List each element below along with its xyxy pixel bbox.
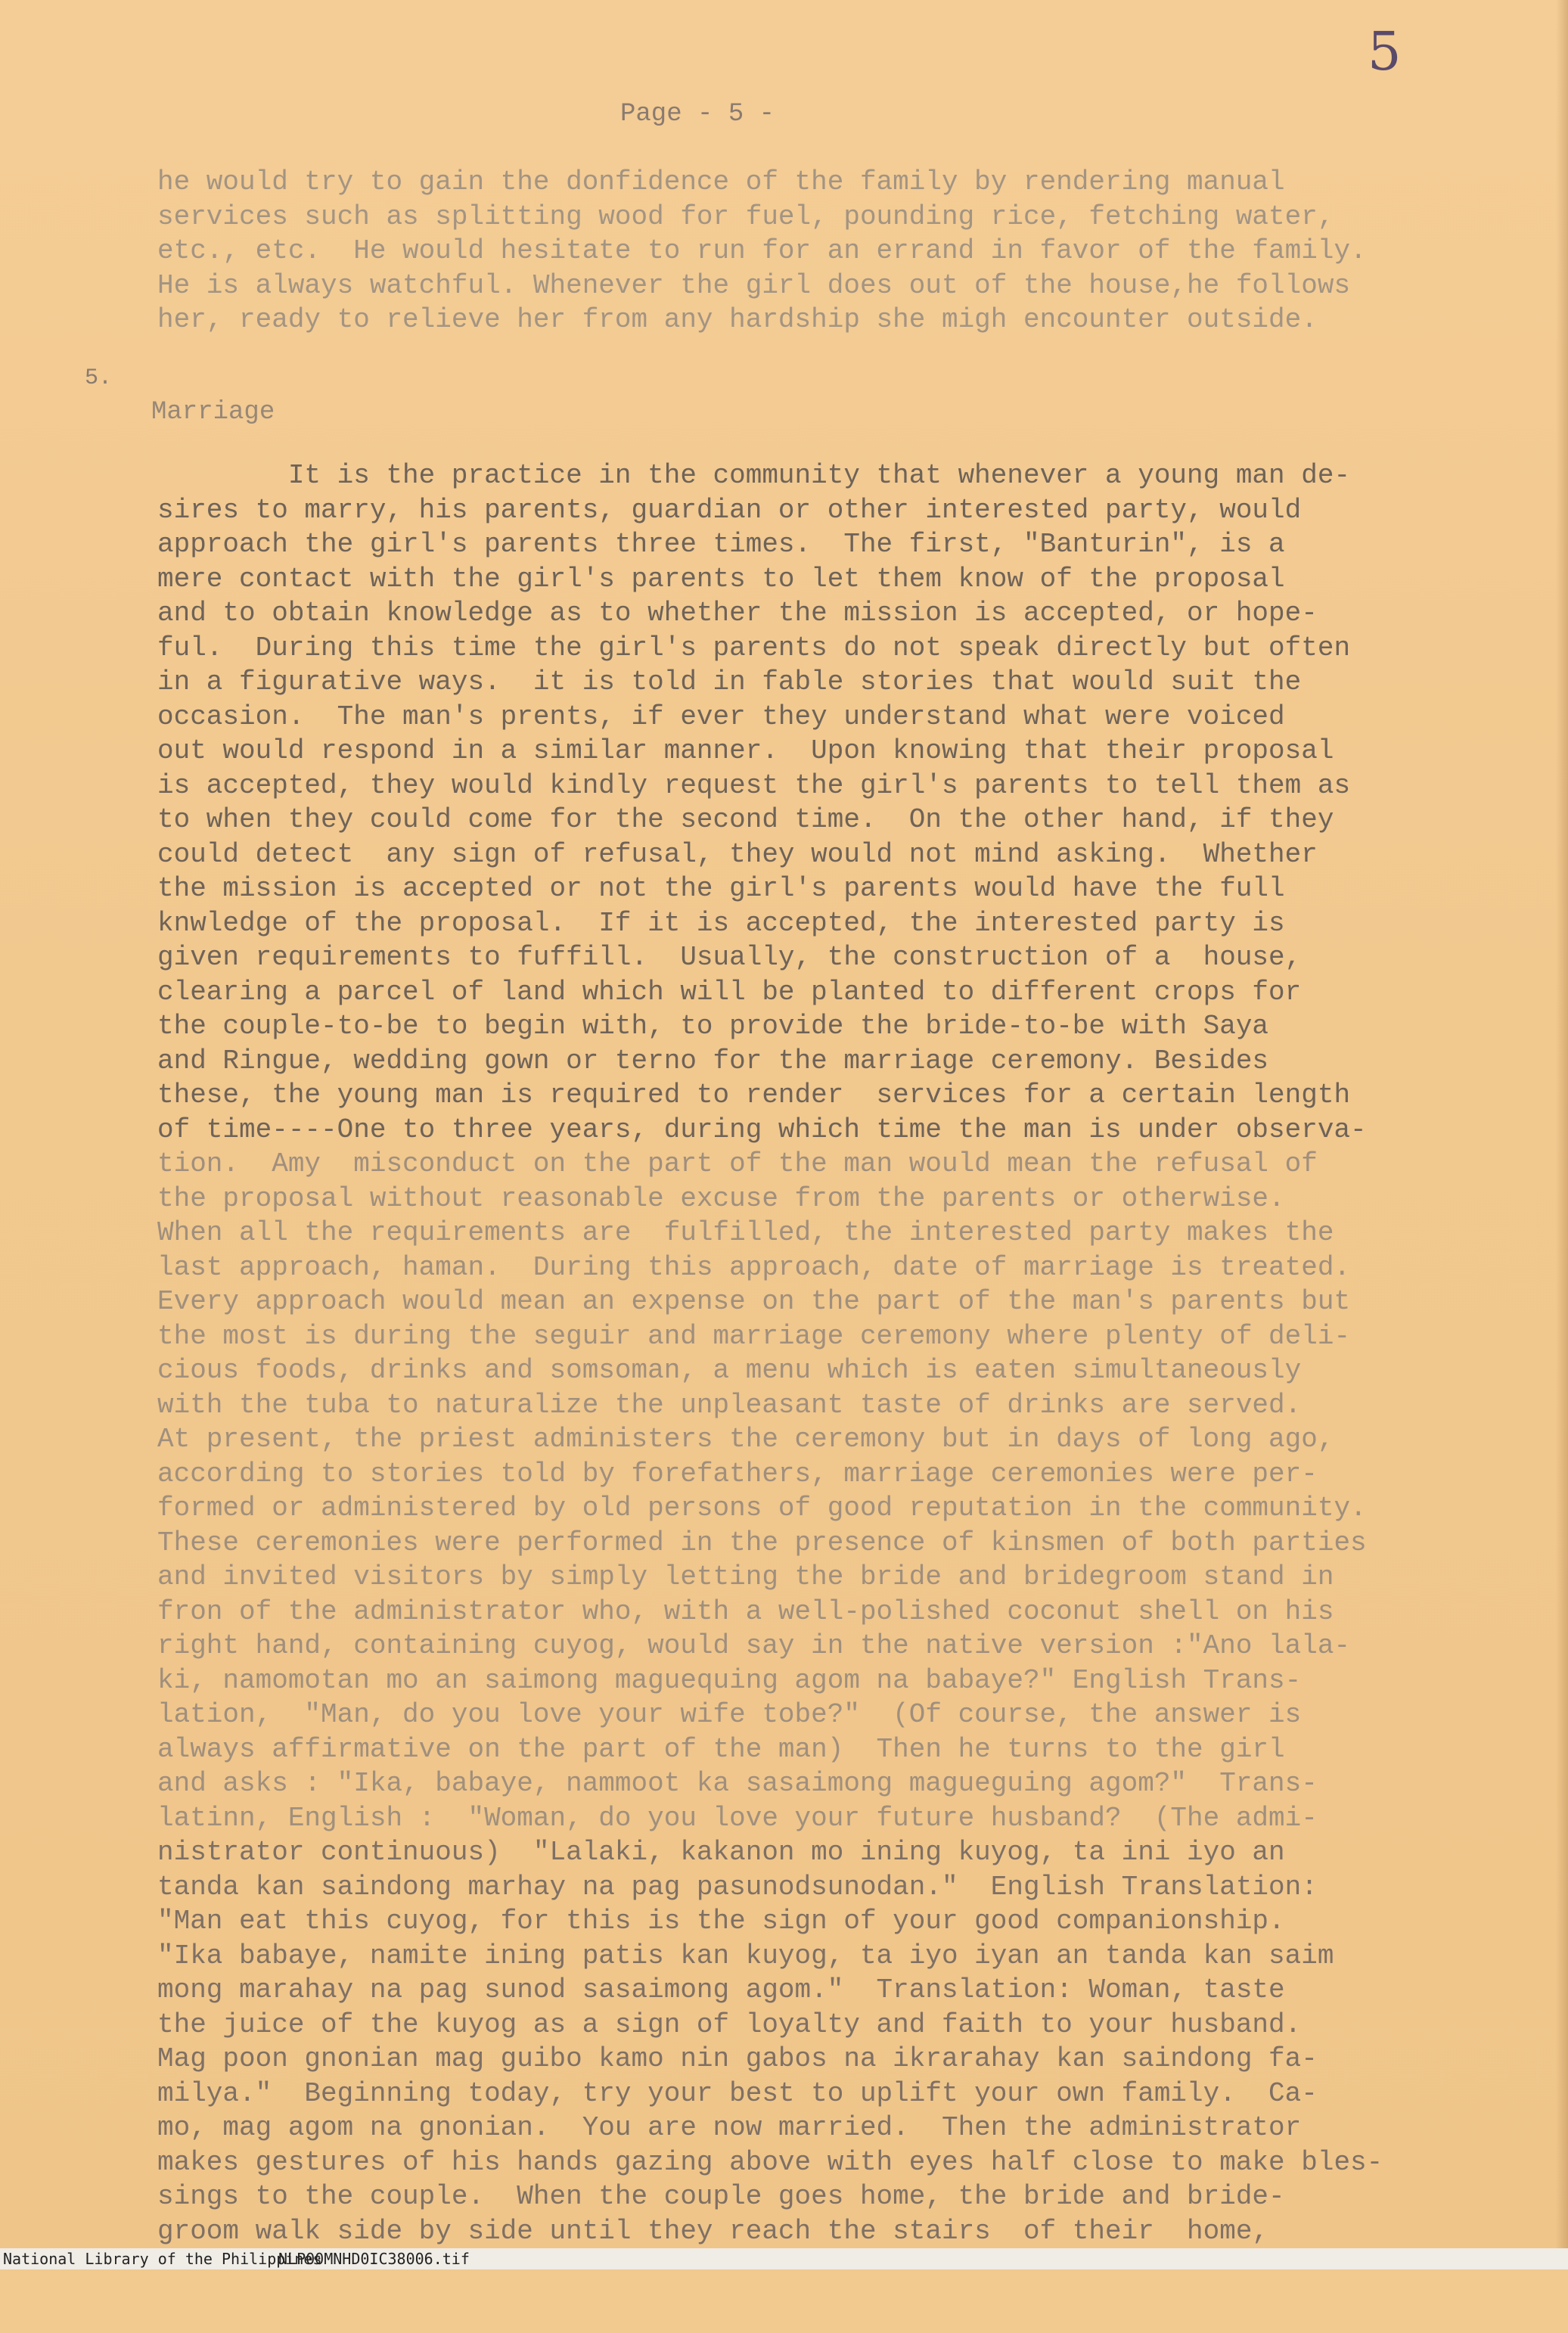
text-line: mo, mag agom na gnonian. You are now married. Then the administrator	[157, 2112, 1302, 2143]
text-line: It is the practice in the community that whenever a young man de-	[157, 460, 1351, 491]
text-line: Every approach would mean an expense on the part of the man's parents but	[157, 1286, 1351, 1317]
text-line: formed or administered by old persons of good reputation in the community.	[157, 1493, 1367, 1524]
footer-file-name: NLP00MNHD0IC38006.tif	[278, 2250, 470, 2268]
text-line: mere contact with the girl's parents to let them know of the proposal	[157, 563, 1285, 595]
text-line: "Man eat this cuyog, for this is the sign of your good companionship.	[157, 1906, 1285, 1937]
text-line: "Ika babaye, namite ining patis kan kuyog, ta iyo iyan an tanda kan saim	[157, 1940, 1334, 1971]
text-line: clearing a parcel of land which will be planted to different crops for	[157, 976, 1302, 1008]
text-line: At present, the priest administers the ceremony but in days of long ago,	[157, 1424, 1334, 1455]
page-header: Page - 5 -	[620, 100, 775, 129]
text-line: etc., etc. He would hesitate to run for an errand in favor of the family.	[157, 235, 1367, 266]
text-line: is accepted, they would kindly request the girl's parents to tell them as	[157, 769, 1351, 801]
text-line: ki, namomotan mo an saimong maguequing agom na babaye?" English Trans-	[157, 1664, 1302, 1696]
text-line: knwledge of the proposal. If it is accepted, the interested party is	[157, 907, 1285, 939]
text-line: and invited visitors by simply letting the bride and bridegroom stand in	[157, 1561, 1334, 1592]
text-line: right hand, containing cuyog, would say in the native version :"Ano lala-	[157, 1630, 1351, 1661]
text-line: makes gestures of his hands gazing above with eyes half close to make bles-	[157, 2146, 1383, 2178]
text-line: last approach, haman. During this approach, date of marriage is treated.	[157, 1251, 1351, 1283]
text-line: out would respond in a similar manner. Upon knowing that their proposal	[157, 735, 1334, 766]
text-line: could detect any sign of refusal, they would not mind asking. Whether	[157, 838, 1318, 870]
text-line: the most is during the seguir and marriage ceremony where plenty of deli-	[157, 1320, 1351, 1352]
text-line: milya." Beginning today, try your best to uplift your own family. Ca-	[157, 2077, 1318, 2109]
text-line: mong marahay na pag sunod sasaimong agom." Translation: Woman, taste	[157, 1974, 1285, 2005]
text-line: given requirements to fuffill. Usually, the construction of a house,	[157, 942, 1302, 973]
text-line: nistrator continuous) "Lalaki, kakanon mo ining kuyog, ta ini iyo an	[157, 1837, 1285, 1868]
text-line: always affirmative on the part of the man) Then he turns to the girl	[157, 1733, 1285, 1765]
text-line: fron of the administrator who, with a well-polished coconut shell on his	[157, 1595, 1334, 1627]
section-heading: Marriage	[151, 398, 275, 427]
text-line: her, ready to relieve her from any hardship she migh encounter outside.	[157, 304, 1318, 335]
text-line: When all the requirements are fulfilled, the interested party makes the	[157, 1217, 1334, 1248]
text-line: and Ringue, wedding gown or terno for the marriage ceremony. Besides	[157, 1045, 1269, 1076]
text-line: latinn, English : "Woman, do you love your future husband? (The admi-	[157, 1802, 1318, 1834]
intro-paragraph	[157, 165, 1519, 337]
text-line: the proposal without reasonable excuse from the parents or otherwise.	[157, 1182, 1285, 1214]
text-line: of time----One to three years, during which time the man is under observa-	[157, 1114, 1367, 1145]
text-line: sings to the couple. When the couple goes home, the bride and bride-	[157, 2181, 1285, 2212]
text-line: with the tuba to naturalize the unpleasant taste of drinks are served.	[157, 1389, 1302, 1421]
text-line: and to obtain knowledge as to whether the mission is accepted, or hope-	[157, 598, 1318, 629]
text-line: lation, "Man, do you love your wife tobe?" (Of course, the answer is	[157, 1699, 1302, 1730]
text-line: Mag poon gnonian mag guibo kamo nin gabos na ikrarahay kan saindong fa-	[157, 2043, 1318, 2074]
text-line: approach the girl's parents three times. The first, "Banturin", is a	[157, 529, 1285, 560]
footer-library-name: National Library of the Philippines	[3, 2250, 322, 2268]
text-line: he would try to gain the donfidence of the family by rendering manual	[157, 166, 1285, 197]
paper-edge-shadow	[1556, 0, 1568, 2269]
text-line: ful. During this time the girl's parents do not speak directly but often	[157, 632, 1351, 663]
text-line: in a figurative ways. it is told in fable stories that would suit the	[157, 666, 1302, 697]
handwritten-page-number: 5	[1368, 20, 1402, 82]
text-line: to when they could come for the second time. On the other hand, if they	[157, 804, 1334, 835]
text-line: the couple-to-be to begin with, to provide the bride-to-be with Saya	[157, 1011, 1269, 1042]
text-line: tion. Amy misconduct on the part of the man would mean the refusal of	[157, 1148, 1318, 1179]
section-number: 5.	[85, 365, 113, 391]
text-line: and asks : "Ika, babaye, nammoot ka sasaimong magueguing agom?" Trans-	[157, 1768, 1318, 1799]
text-line: tanda kan saindong marhay na pag pasunodsunodan." English Translation:	[157, 1871, 1318, 1903]
text-line: the mission is accepted or not the girl's parents would have the full	[157, 873, 1285, 904]
archive-footer	[0, 2248, 1568, 2269]
text-line: These ceremonies were performed in the presence of kinsmen of both parties	[157, 1527, 1367, 1558]
text-line: groom walk side by side until they reach the stairs of their home,	[157, 2215, 1269, 2247]
text-line: He is always watchful. Whenever the girl does out of the house,he follows	[157, 269, 1351, 301]
text-line: the juice of the kuyog as a sign of loyalty and faith to your husband.	[157, 2008, 1302, 2040]
text-line: sires to marry, his parents, guardian or other interested party, would	[157, 494, 1302, 526]
text-line: services such as splitting wood for fuel, pounding rice, fetching water,	[157, 200, 1334, 232]
marriage-paragraph	[157, 458, 1519, 2248]
text-line: these, the young man is required to render services for a certain length	[157, 1080, 1351, 1111]
text-line: occasion. The man's prents, if ever they understand what were voiced	[157, 701, 1285, 732]
text-line: cious foods, drinks and somsoman, a menu which is eaten simultaneously	[157, 1355, 1302, 1386]
text-line: according to stories told by forefathers, marriage ceremonies were per-	[157, 1458, 1318, 1490]
